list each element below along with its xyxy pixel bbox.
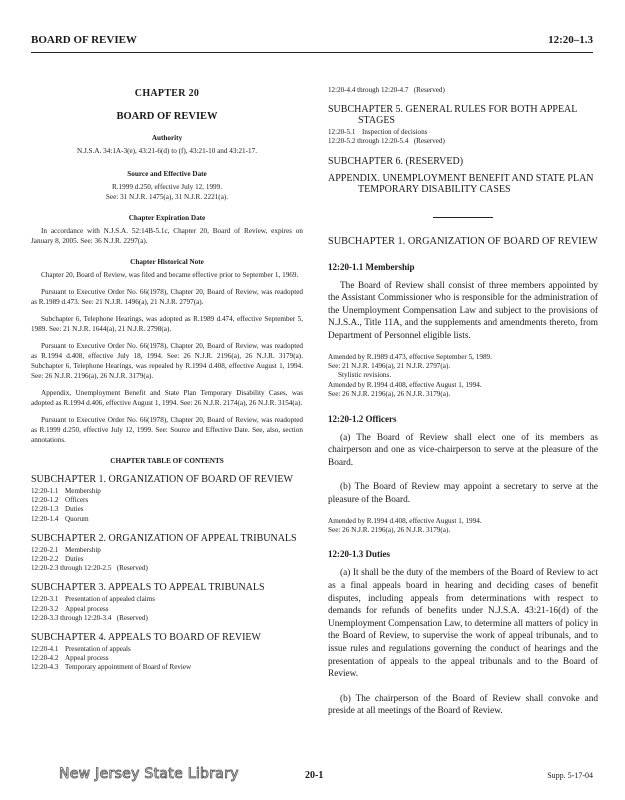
page-footer (31, 766, 593, 786)
history-note-2: Pursuant to Executive Order No. 66(1978), Chapter 20, Board of Review, was readopted as R.1989 d.473. See: 21 N.J.R. 1496(a), 21 N.J.R. 2797(a). (31, 288, 303, 306)
toc-item: 12:20-2.3 through 12:20-2.5 (Reserved) (31, 564, 148, 573)
section-divider (433, 217, 493, 218)
section-1-3-para-b: (b) The chairperson of the Board of Review shall convoke and preside at all meetings of the Board of Review. (328, 693, 598, 717)
supplement-date: Supp. 5-17-04 (547, 771, 593, 780)
toc-item: 12:20-1.4 Quorum (31, 514, 89, 523)
toc-item: 12:20-4.4 through 12:20-4.7 (Reserved) (328, 86, 445, 94)
section-1-2-heading: 12:20-1.2 Officers (328, 413, 397, 424)
section-1-3-heading: 12:20-1.3 Duties (328, 549, 390, 560)
running-header (31, 34, 593, 50)
header-section: 12:20–1.3 (548, 34, 593, 46)
source-line-2: See: 31 N.J.R. 1475(a), 31 N.J.R. 2221(a). (105, 193, 229, 201)
toc-appendix: APPENDIX. UNEMPLOYMENT BENEFIT AND STATE PLAN TEMPORARY DISABILITY CASES (328, 172, 594, 195)
header-title: BOARD OF REVIEW (31, 34, 137, 46)
toc-list-4 (31, 645, 303, 673)
section-1-2-amendments: Amended by R.1994 d.408, effective August 1, 1994. See: 26 N.J.R. 2196(a), 26 N.J.R. 3179(a). (328, 516, 482, 534)
toc-heading: CHAPTER TABLE OF CONTENTS (110, 457, 224, 465)
history-note-6: Pursuant to Executive Order No. 66(1978), Chapter 20, Board of Review, was readopted as R.1999 d.250, effective July 12, 1999. See: Source and Effective Date. See, also, section annotations. (31, 416, 303, 444)
toc-list-4-continued (328, 86, 598, 95)
toc-item: 12:20-4.2 Appeal process (31, 654, 109, 663)
toc-subchapter-4: SUBCHAPTER 4. APPEALS TO BOARD OF REVIEW (31, 632, 261, 644)
toc-subchapter-2: SUBCHAPTER 2. ORGANIZATION OF APPEAL TRIBUNALS (31, 532, 297, 544)
toc-list-5 (328, 128, 598, 146)
toc-list-1 (31, 487, 303, 524)
toc-item: 12:20-2.2 Duties (31, 555, 84, 564)
source-heading: Source and Effective Date (127, 170, 207, 178)
history-note-5: Appendix, Unemployment Benefit and State Plan Temporary Disability Cases, was adopted as R.1994 d.406, effective August 1, 1994. See: 26 N.J.R. 2174(a), 26 N.J.R. 3154(a). (31, 389, 303, 407)
section-1-2-para-a: (a) The Board of Review shall elect one of its members as chairperson and one as vice-chairperson to serve at the pleasure of the Board. (328, 432, 598, 468)
toc-list-3 (31, 595, 303, 623)
authority-text: N.J.S.A. 34:1A-3(e), 43:21-6(d) to (f), 43:21-10 and 43:21-17. (76, 147, 258, 155)
left-column (31, 80, 303, 673)
toc-item: 12:20-4.1 Presentation of appeals (31, 645, 131, 654)
toc-subchapter-1: SUBCHAPTER 1. ORGANIZATION OF BOARD OF REVIEW (31, 474, 293, 485)
section-1-1-amendments: Amended by R.1989 d.473, effective September 5, 1989. See: 21 N.J.R. 1496(a), 21 N.J.R. 2797(a). Stylistic revisions. Amended by R.1994 d.408, effective August 1, 1994. See: 26 N.J.R. 2196(a), 26 N.J.R. 3179(a). (328, 352, 492, 399)
header-rule (31, 52, 593, 53)
toc-item: 12:20-2.1 Membership (31, 545, 101, 554)
history-note-4: Pursuant to Executive Order No. 66(1978), Chapter 20, Board of Review, was readopted as R.1994 d.408, effective July 18, 1994. See: 26 N.J.R. 2196(a), 26 N.J.R. 3179(a). Subchapter 6, Telephone Hearings, was repealed by R.1994 d.408, effective August 1, 1994. See: 26 N.J.R. 2196(a), 26 N.J.R. 3179(a). (31, 342, 303, 380)
authority-heading: Authority (151, 134, 183, 142)
section-1-3-para-a: (a) It shall be the duty of the members of the Board of Review to act as a final appeals board in hearing and deciding cases of benefit disputes, including appeals from determinations with respect to demands for refunds of benefits under N.J.S.A. 43:21-16(d) of the Unemployment Compensation Law, to determine all matters of policy in the Board of Review, to supervise the work of appeal tribunals, and to issue rules and regulations governing the conduct of hearings and the presentation of appeals to the appeal tribunals and to the Board of Review. (328, 568, 598, 680)
toc-subchapter-3: SUBCHAPTER 3. APPEALS TO APPEAL TRIBUNALS (31, 582, 265, 594)
history-note-3: Subchapter 6, Telephone Hearings, was adopted as R.1989 d.474, effective September 5, 1989. See: 21 N.J.R. 1644(a), 21 N.J.R. 2798(a). (31, 315, 303, 333)
page-number: 20-1 (305, 770, 324, 781)
library-watermark: New Jersey State Library (59, 766, 239, 782)
history-note-1: Chapter 20, Board of Review, was filed and became effective prior to September 1, 1969. (41, 271, 299, 279)
section-1-2-para-b: (b) The Board of Review may appoint a secretary to serve at the pleasure of the Board. (328, 482, 598, 505)
toc-item: 12:20-3.2 Appeal process (31, 604, 109, 613)
toc-item: 12:20-1.1 Membership (31, 487, 101, 495)
toc-subchapter-5: SUBCHAPTER 5. GENERAL RULES FOR BOTH APPEAL STAGES (328, 104, 578, 127)
source-line-1: R.1999 d.250, effective July 12, 1999. (111, 183, 223, 191)
toc-item: 12:20-4.3 Temporary appointment of Board of Review (31, 663, 192, 672)
history-heading: Chapter Historical Note (130, 258, 204, 266)
section-1-1-text: The Board of Review shall consist of three members appointed by the Assistant Commissioner who is responsible for the administration of the Unemployment Compensation Law and subject to the provisions of N.J.S.A., Title 11A, and the supplements and amendments thereto, from Department of Personnel eligible lists. (328, 280, 598, 341)
right-column (328, 86, 598, 718)
toc-item: 12:20-5.2 through 12:20-5.4 (Reserved) (328, 137, 445, 146)
toc-item: 12:20-1.3 Duties (31, 505, 84, 514)
expiration-text: In accordance with N.J.S.A. 52:14B-5.1c, Chapter 20, Board of Review, expires on January 8, 2005. See: 36 N.J.R. 2297(a). (31, 227, 303, 245)
toc-list-2 (31, 546, 303, 574)
chapter-title: BOARD OF REVIEW (116, 111, 218, 122)
toc-subchapter-6: SUBCHAPTER 6. (RESERVED) (328, 155, 464, 167)
section-1-1-heading: 12:20-1.1 Membership (328, 261, 415, 272)
toc-item: 12:20-5.1 Inspection of decisions (328, 128, 428, 137)
expiration-heading: Chapter Expiration Date (128, 214, 206, 222)
toc-item: 12:20-3.1 Presentation of appealed claims (31, 595, 156, 604)
toc-item: 12:20-3.3 through 12:20-3.4 (Reserved) (31, 613, 148, 622)
subchapter-1-title: SUBCHAPTER 1. ORGANIZATION OF BOARD OF REVIEW (328, 235, 598, 247)
chapter-number: CHAPTER 20 (134, 88, 200, 99)
toc-item: 12:20-1.2 Officers (31, 496, 89, 505)
